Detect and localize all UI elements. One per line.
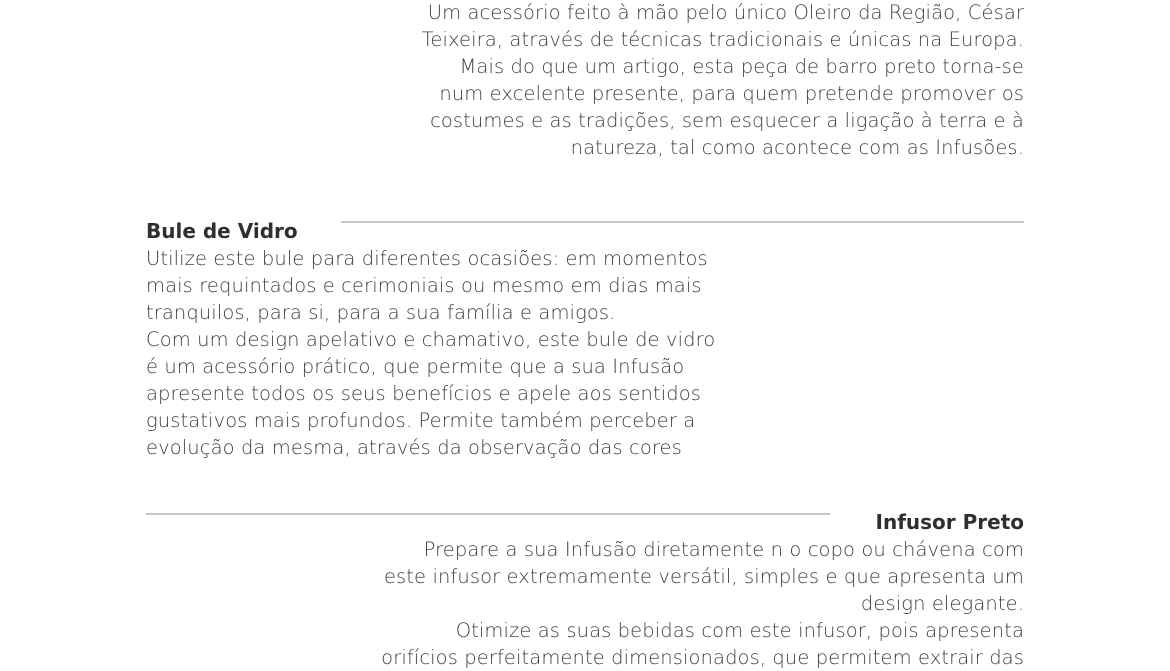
intro-line: Um acessório feito à mão pelo único Oleiro da Região, César [427,1,1024,24]
section-divider [146,513,830,515]
bule-line: é um acessório prático, que permite que a sua Infusão [146,355,685,378]
bule-line: gustativos mais profundos. Permite também perceber a [146,409,696,432]
bule-line: apresente todos os seus benefícios e apele aos sentidos [146,382,702,405]
infusor-line: Otimize as suas bebidas com este infusor, pois apresenta [455,619,1024,642]
infusor-line: Prepare a sua Infusão diretamente n o copo ou chávena com [423,538,1024,561]
bule-line: mais requintados e cerimoniais ou mesmo em dias mais [146,274,702,297]
infusor-paragraph [324,536,1024,671]
infusor-line: orifícios perfeitamente dimensionados, que permitem extrair das [381,646,1024,669]
section-divider [341,221,1024,223]
intro-line: Teixeira, através de técnicas tradicionais e únicas na Europa. [421,28,1024,51]
bule-paragraph [146,245,766,461]
intro-line: costumes e as tradições, sem esquecer a ligação à terra e à [430,109,1024,132]
infusor-title: Infusor Preto [875,510,1024,534]
infusor-line: design elegante. [860,592,1024,615]
bule-line: Utilize este bule para diferentes ocasiões: em momentos [146,247,708,270]
infusor-line: este infusor extremamente versátil, simples e que apresenta um [383,565,1024,588]
bule-title: Bule de Vidro [146,219,298,243]
intro-line: natureza, tal como acontece com as Infusões. [570,136,1024,159]
intro-paragraph [324,0,1024,161]
intro-line: Mais do que um artigo, esta peça de barro preto torna-se [459,55,1024,78]
intro-line: num excelente presente, para quem pretende promover os [439,82,1024,105]
bule-line: Com um design apelativo e chamativo, este bule de vidro [146,328,716,351]
bule-line: tranquilos, para si, para a sua família e amigos. [146,301,616,324]
bule-line: evolução da mesma, através da observação das cores [146,436,682,459]
